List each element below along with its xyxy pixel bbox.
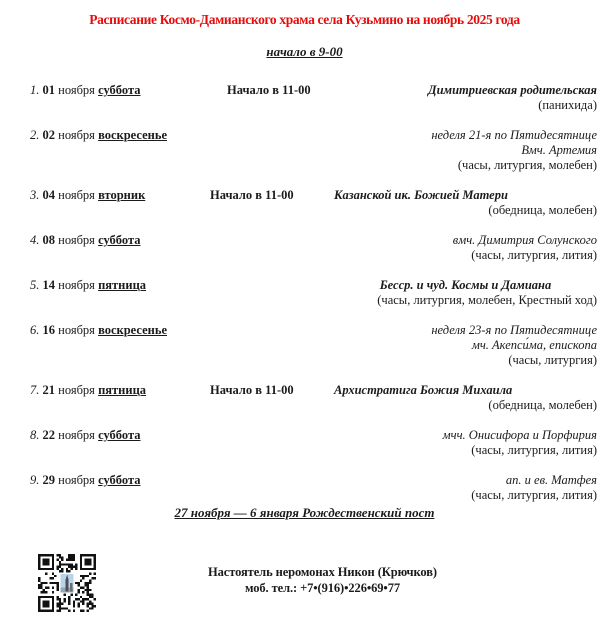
row-day	[30, 323, 167, 338]
row-day	[30, 278, 146, 293]
row-start-time: Начало в 11-00	[210, 383, 294, 397]
feast-line: (панихида)	[538, 98, 597, 112]
row-date: 01	[42, 83, 59, 97]
row-date: 22	[42, 428, 59, 442]
row-number: 1.	[30, 83, 43, 97]
feast-line: неделя 23-я по Пятидесятнице	[431, 323, 597, 337]
row-month: ноября	[58, 473, 99, 487]
row-date: 04	[42, 188, 59, 202]
feast-line: вмч. Димитрия Солунского	[452, 233, 597, 247]
row-number: 4.	[30, 233, 43, 247]
row-weekday: пятница	[98, 383, 147, 397]
schedule-list	[0, 83, 609, 518]
row-number: 3.	[30, 188, 43, 202]
qr-code-icon	[38, 554, 96, 612]
row-weekday: пятница	[98, 278, 147, 292]
feast-line: Вмч. Артемия	[521, 143, 597, 157]
row-date: 14	[42, 278, 59, 292]
row-number: 8.	[30, 428, 43, 442]
phone-line: моб. тел.: +7•(916)•226•69•77	[244, 581, 401, 595]
feast-line: (часы, литургия, лития)	[471, 443, 597, 457]
contact-block	[120, 564, 525, 596]
page-title: Расписание Космо-Дамианского храма села Кузьмино на ноябрь 2025 года	[89, 12, 520, 27]
schedule-row	[0, 323, 609, 368]
row-date: 29	[42, 473, 59, 487]
row-month: ноября	[58, 428, 99, 442]
feast-line: мч. Акепси́ма, епископа	[471, 338, 597, 352]
row-feast	[334, 233, 597, 263]
feast-line: (часы, литургия, лития)	[471, 248, 597, 262]
row-date: 21	[42, 383, 59, 397]
row-date: 02	[42, 128, 59, 142]
row-day	[30, 383, 146, 398]
row-day	[30, 128, 167, 143]
row-weekday: суббота	[98, 473, 141, 487]
feast-line: (обедница, молебен)	[488, 398, 597, 412]
row-day	[30, 188, 145, 203]
row-feast	[334, 428, 597, 458]
schedule-row	[0, 383, 609, 413]
row-feast	[334, 383, 597, 413]
row-number: 2.	[30, 128, 43, 142]
feast-line: (часы, литургия, молебен, Крестный ход)	[377, 293, 597, 307]
schedule-row	[0, 233, 609, 263]
rector-line: Настоятель неромонах Никон (Крючков)	[208, 565, 437, 579]
schedule-row	[0, 278, 609, 308]
row-weekday: воскресенье	[98, 128, 167, 142]
row-weekday: вторник	[98, 188, 146, 202]
row-month: ноября	[58, 83, 99, 97]
feast-line: (часы, литургия, молебен)	[457, 158, 597, 172]
schedule-row	[0, 428, 609, 458]
row-month: ноября	[58, 128, 99, 142]
row-feast	[334, 278, 597, 308]
row-start-time: Начало в 11-00	[227, 83, 311, 97]
feast-line: ап. и ев. Матфея	[505, 473, 597, 487]
schedule-row	[0, 188, 609, 218]
schedule-row	[0, 83, 609, 113]
row-date: 16	[42, 323, 59, 337]
row-number: 7.	[30, 383, 43, 397]
service-start-note: начало в 9-00	[266, 44, 343, 59]
row-number: 9.	[30, 473, 43, 487]
row-feast	[334, 188, 597, 218]
row-month: ноября	[58, 233, 99, 247]
feast-line: неделя 21-я по Пятидесятнице	[431, 128, 597, 142]
row-day	[30, 83, 141, 98]
feast-line: Бесср. и чуд. Космы и Дамиана	[379, 278, 552, 292]
schedule-row	[0, 128, 609, 173]
row-weekday: суббота	[98, 233, 141, 247]
feast-line: Димитриевская родительская	[428, 83, 597, 97]
fast-period-note: 27 ноября — 6 января Рождественский пост	[174, 505, 435, 520]
row-number: 5.	[30, 278, 43, 292]
feast-line: (часы, литургия)	[508, 353, 597, 367]
row-feast	[334, 323, 597, 368]
row-feast	[334, 83, 597, 113]
row-day	[30, 473, 141, 488]
feast-line: Казанской ик. Божией Матери	[334, 188, 508, 202]
row-start-time: Начало в 11-00	[210, 188, 294, 202]
row-month: ноября	[58, 278, 99, 292]
row-weekday: суббота	[98, 83, 141, 97]
qr-code-with-church-photo-center	[38, 554, 96, 612]
row-month: ноября	[58, 323, 99, 337]
church-photo-center	[60, 574, 73, 593]
feast-line: Архистратига Божия Михаила	[334, 383, 513, 397]
row-weekday: воскресенье	[98, 323, 167, 337]
feast-line: мчч. Онисифора и Порфирия	[442, 428, 597, 442]
feast-line: (часы, литургия, лития)	[471, 488, 597, 502]
row-feast	[334, 128, 597, 173]
row-feast	[334, 473, 597, 503]
feast-line: (обедница, молебен)	[488, 203, 597, 217]
row-weekday: суббота	[98, 428, 141, 442]
row-month: ноября	[58, 188, 99, 202]
schedule-row	[0, 473, 609, 503]
row-month: ноября	[58, 383, 99, 397]
row-day	[30, 428, 141, 443]
row-date: 08	[42, 233, 59, 247]
row-day	[30, 233, 141, 248]
row-number: 6.	[30, 323, 43, 337]
